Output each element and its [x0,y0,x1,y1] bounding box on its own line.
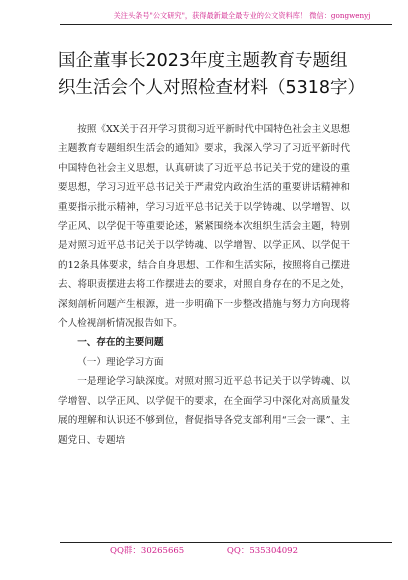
subsection-heading: （一）理论学习方面 [77,356,164,368]
footer-qq: QQ：535304092 [226,546,298,556]
document-title: 国企董事长2023年度主题教育专题组织生活会个人对照检查材料（5318字） [58,51,366,98]
section-heading: 一、存在的主要问题 [77,337,164,349]
footer-qq-group: QQ群：30265665 [109,546,185,556]
document-body [58,120,350,450]
subsection-paragraph: 一是理论学习缺深度。对照对照习近平总书记关于以学铸魂、以学增智、以学正风、以学促干的要求，在全面学习中深化对高质量发展的理解和认识还不够到位，督促指导各党支部利用“三会一课”、主题党日、专题培 [58,376,350,446]
header-rule [60,24,392,25]
intro-paragraph: 按照《XX关于召开学习贯彻习近平新时代中国特色社会主义思想主题教育专题组织生活会的通知》要求，我深入学习了习近平新时代中国特色社会主义思想，认真研读了习近平总书记关于党的建设的重要思想，学习习近平总书记关于严肃党内政治生活的重要讲话精神和重要指示批示精神，学习习近平总书记关于以学铸魂、以学增智、以学正风、以学促干等重要论述，紧紧围绕本次组织生活会主题，特别是对照习近平总书记关于以学铸魂、以学增智、以学正风、以学促干的12条具体要求，结合自身思想、工作和生活实际，按照将自己摆进去、将职责摆进去将工作摆进去的要求，对照自身存在的不足之处，深刻剖析问题产生根源，进一步明确下一步整改措施与努力方向现将个人检视剖析情况报告如下。 [58,124,350,330]
header-banner: 关注头条号"公文研究"，获得最新最全最专业的公文资料库！ 微信：gongwenyj [113,11,371,20]
footer-rule [60,542,392,543]
footer [0,544,408,558]
